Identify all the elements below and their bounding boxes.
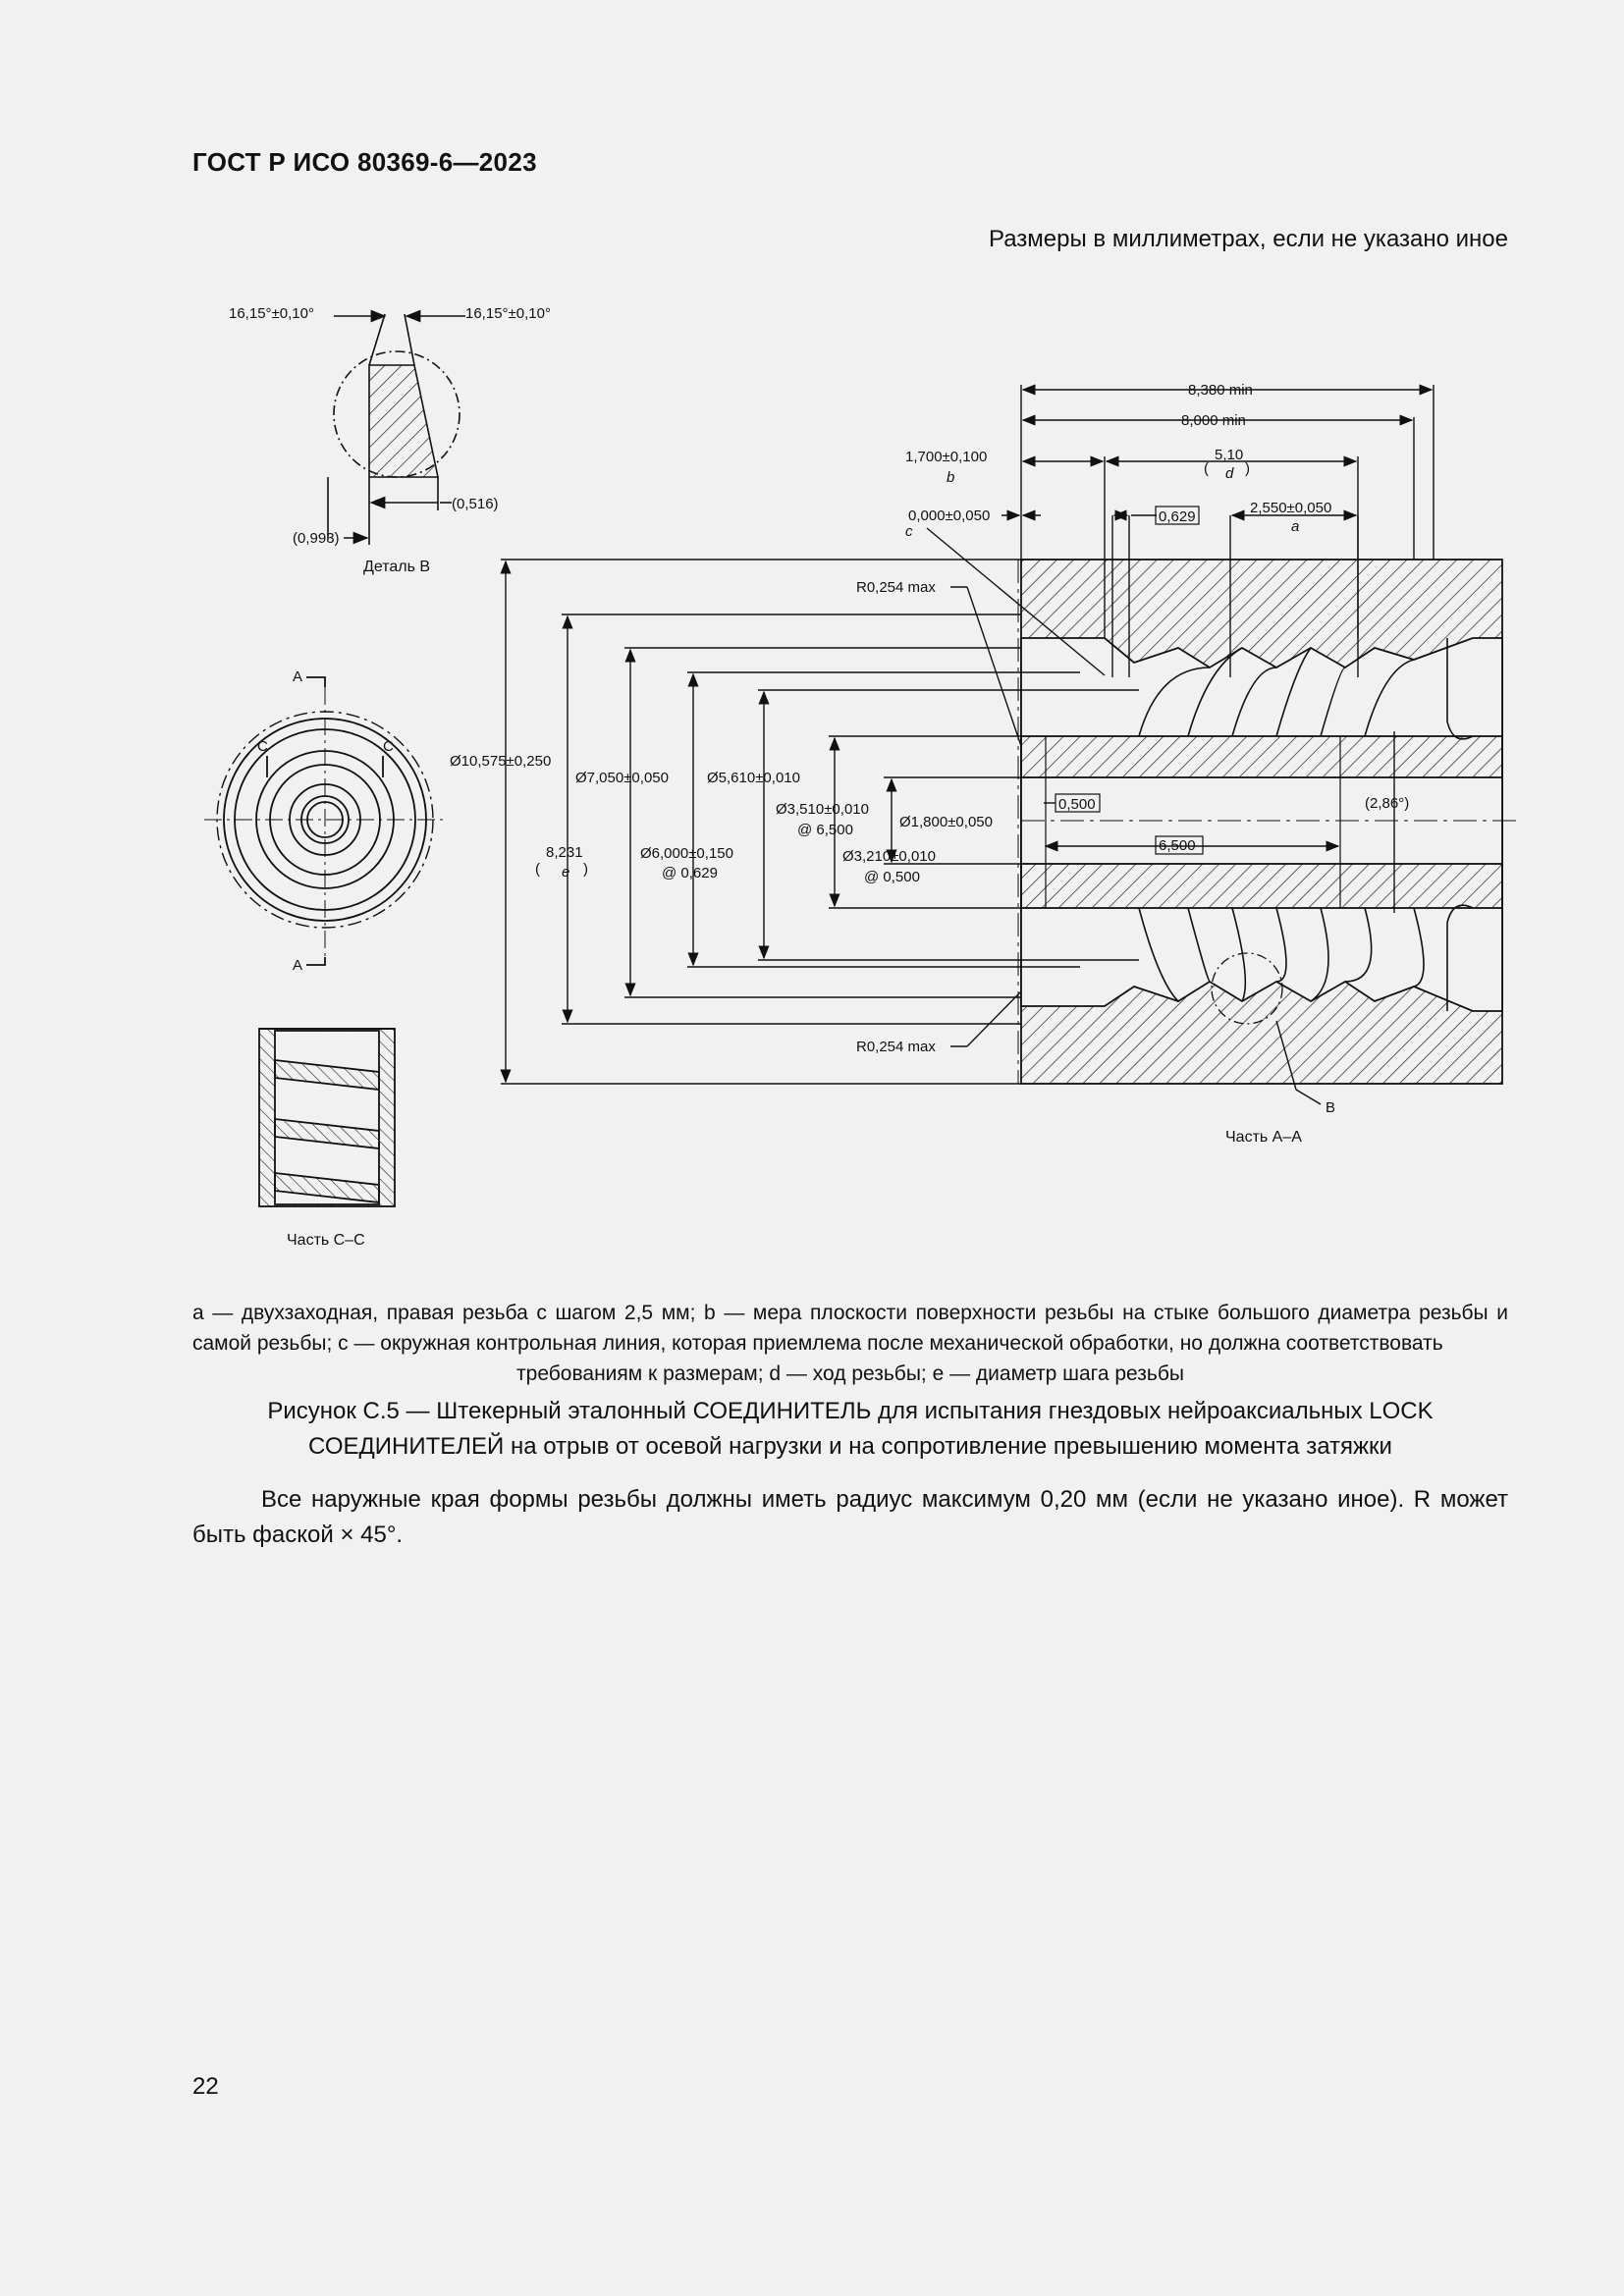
section-aa-title: Часть A–A — [1225, 1129, 1302, 1146]
dim-8231: 8,231 — [546, 844, 583, 861]
note-b: b — [947, 469, 955, 486]
note-a: a — [1291, 518, 1300, 535]
dia-3510: Ø3,510±0,010 — [776, 801, 869, 818]
dia-1800: Ø1,800±0,050 — [899, 814, 993, 830]
units-note: Размеры в миллиметрах, если не указано иное — [989, 226, 1508, 252]
box-6500: 6,500 — [1159, 837, 1196, 854]
dim-1700: 1,700±0,100 — [905, 449, 988, 465]
r-top: R0,254 max — [856, 579, 936, 596]
document-header: ГОСТ Р ИСО 80369-6—2023 — [192, 147, 537, 177]
figure-footnote — [192, 1298, 1508, 1389]
detail-b-dim-0993: (0,993) — [293, 530, 340, 547]
dim-8231-paren-left: ( — [535, 861, 540, 878]
dia-5610: Ø5,610±0,010 — [707, 770, 800, 786]
end-view — [204, 677, 447, 965]
dim-8000: 8,000 min — [1181, 412, 1246, 429]
note-c: c — [905, 523, 913, 540]
at-6500: @ 6,500 — [797, 822, 853, 838]
at-0500: @ 0,500 — [864, 869, 920, 885]
section-aa-body — [1018, 560, 1520, 1084]
detail-b-angle-left: 16,15°±0,10° — [229, 305, 314, 322]
footnote-line-1: a — двухзаходная, правая резьба с шагом 2,5 мм; b — мера плоскости поверхности резьбы на стыке большого диаметра резьбы и самой резьбы; c — окружная контрольная линия, которая приемлема после механической обработки, но должна соответствовать — [192, 1302, 1508, 1355]
figure-caption: Рисунок С.5 — Штекерный эталонный СОЕДИНИТЕЛЬ для испытания гнездовых нейроаксиальных LOCK СОЕДИНИТЕЛЕЙ на отрыв от осевой нагрузки и на сопротивление превышению момента затяжки — [267, 1398, 1434, 1460]
dia-6000: Ø6,000±0,150 — [640, 845, 733, 862]
end-view-label-c-left: C — [257, 738, 268, 755]
detail-b-angle-right: 16,15°±0,10° — [465, 305, 551, 322]
dim-8380: 8,380 min — [1188, 382, 1253, 399]
dim-510: 5,10 — [1215, 447, 1244, 463]
dia-3210: Ø3,210±0,010 — [842, 848, 936, 865]
angle-286: (2,86°) — [1365, 795, 1410, 812]
dim-0000: 0,000±0,050 — [908, 507, 991, 524]
r-bottom: R0,254 max — [856, 1039, 936, 1055]
note-e: e — [562, 864, 570, 881]
dia-7050: Ø7,050±0,050 — [575, 770, 669, 786]
dim-8231-paren-right: ) — [583, 861, 588, 878]
dim-2550: 2,550±0,050 — [1250, 500, 1332, 516]
section-cc-title: Часть C–C — [287, 1232, 365, 1249]
label-b: B — [1326, 1099, 1336, 1116]
detail-b — [328, 314, 465, 545]
dia-10575: Ø10,575±0,250 — [450, 753, 552, 770]
note-d: d — [1225, 465, 1234, 482]
body-paragraph: Все наружные края формы резьбы должны иметь радиус максимум 0,20 мм (если не указано иное). R может быть фаской × 45°. — [192, 1486, 1508, 1548]
detail-b-dim-0516: (0,516) — [452, 496, 499, 512]
end-view-label-a-top: A — [293, 668, 303, 685]
at-0629: @ 0,629 — [662, 865, 718, 881]
box-0629: 0,629 — [1159, 508, 1196, 525]
section-cc — [259, 1029, 395, 1206]
end-view-label-c-right: C — [383, 738, 394, 755]
page-number: 22 — [192, 2073, 219, 2100]
box-0500: 0,500 — [1058, 796, 1096, 813]
dim-510-paren-left: ( — [1204, 460, 1209, 477]
footnote-line-2: требованиям к размерам; d — ход резьбы; e — диаметр шага резьбы — [516, 1362, 1184, 1385]
detail-b-title: Деталь B — [363, 559, 431, 575]
dim-510-paren-right: ) — [1245, 460, 1250, 477]
end-view-label-a-bottom: A — [293, 957, 303, 974]
